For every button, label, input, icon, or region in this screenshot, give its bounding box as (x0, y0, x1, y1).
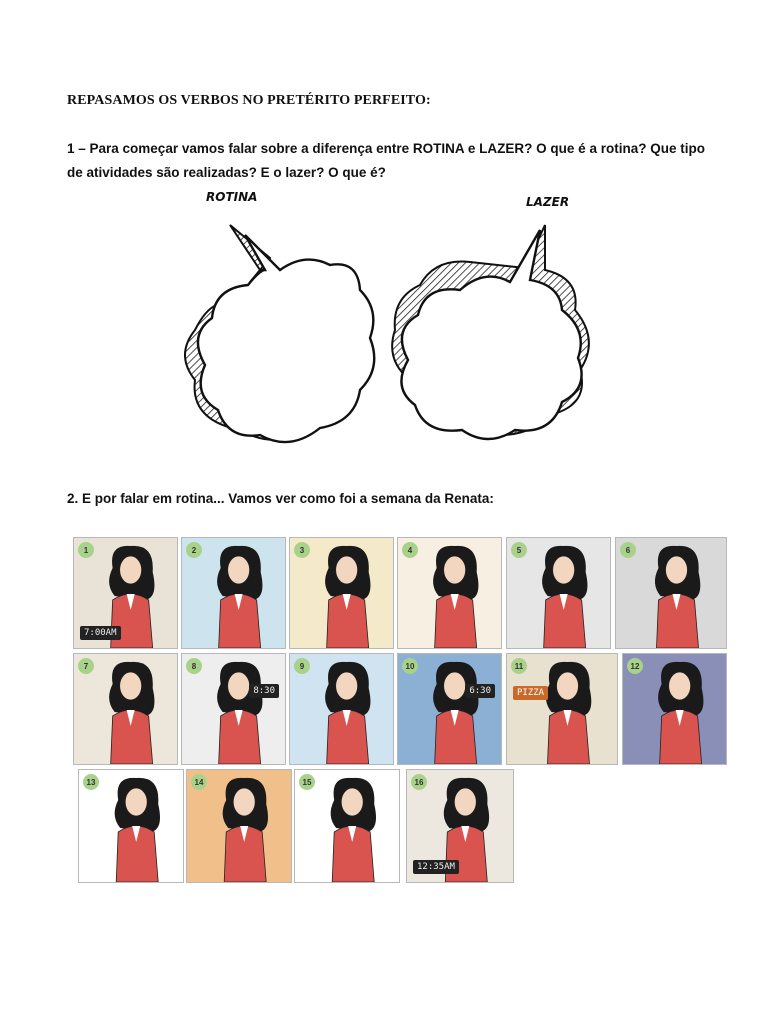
panel-number-badge: 8 (186, 658, 202, 674)
panel-caption: 12:35AM (413, 860, 459, 874)
comic-panel-13 (78, 769, 184, 883)
bubble-label-rotina: ROTINA (206, 190, 258, 204)
comic-panel-6 (615, 537, 727, 649)
worksheet-heading: REPASAMOS OS VERBOS NO PRETÉRITO PERFEITO: (67, 93, 431, 108)
panel-number-badge: 5 (511, 542, 527, 558)
panel-number-badge: 15 (299, 774, 315, 790)
comic-panel-3 (289, 537, 394, 649)
panel-number-badge: 3 (294, 542, 310, 558)
comic-panel-9 (289, 653, 394, 765)
question-2: 2. E por falar em rotina... Vamos ver como foi a semana da Renata: (67, 491, 494, 506)
bubble-label-lazer: LAZER (526, 195, 570, 209)
panel-caption: 7:00AM (80, 626, 121, 640)
comic-panel-11 (506, 653, 618, 765)
thought-bubbles (170, 190, 610, 460)
comic-panel-5 (506, 537, 611, 649)
comic-panel-2 (181, 537, 286, 649)
comic-panel-12 (622, 653, 727, 765)
comic-panel-4 (397, 537, 502, 649)
panel-number-badge: 16 (411, 774, 427, 790)
thought-bubble-right (392, 225, 589, 439)
panel-number-badge: 11 (511, 658, 527, 674)
thought-bubble-left (185, 225, 374, 442)
comic-panel-10 (397, 653, 502, 765)
panel-number-badge: 9 (294, 658, 310, 674)
comic-panel-15 (294, 769, 400, 883)
panel-number-badge: 14 (191, 774, 207, 790)
panel-number-badge: 10 (402, 658, 418, 674)
comic-panel-1 (73, 537, 178, 649)
panel-number-badge: 1 (78, 542, 94, 558)
panel-number-badge: 12 (627, 658, 643, 674)
comic-panel-16 (406, 769, 514, 883)
panel-caption: 8:30 (249, 684, 279, 698)
panel-number-badge: 6 (620, 542, 636, 558)
comic-panel-8 (181, 653, 286, 765)
panel-number-badge: 2 (186, 542, 202, 558)
comic-panel-7 (73, 653, 178, 765)
comic-panel-14 (186, 769, 292, 883)
panel-number-badge: 4 (402, 542, 418, 558)
panel-number-badge: 13 (83, 774, 99, 790)
panel-caption: 6:30 (465, 684, 495, 698)
question-1: 1 – Para começar vamos falar sobre a diferença entre ROTINA e LAZER? O que é a rotina? Que tipo de atividades são realizadas? E o lazer? O que é? (67, 141, 705, 180)
panel-caption: PIZZA (513, 686, 548, 700)
panel-number-badge: 7 (78, 658, 94, 674)
